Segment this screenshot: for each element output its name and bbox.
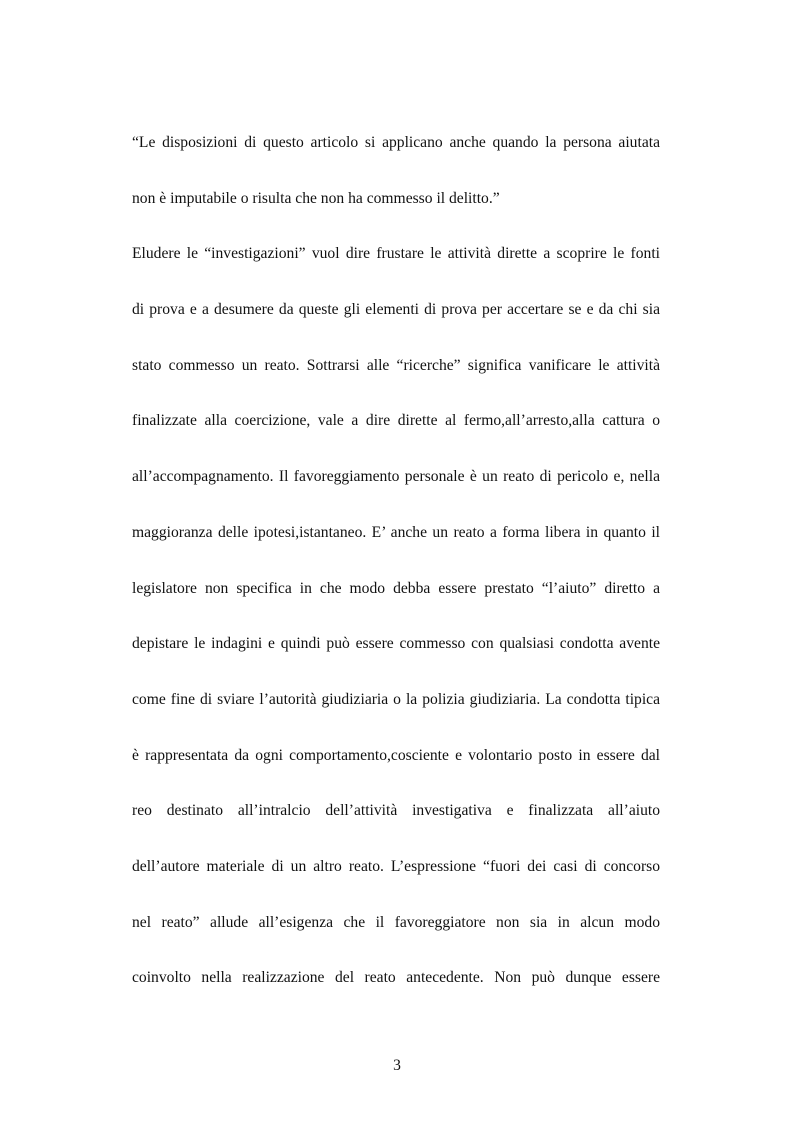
text-line: di prova e a desumere da queste gli elementi di prova per accertare se e da chi sia [132,301,660,319]
text-line: stato commesso un reato. Sottrarsi alle “ricerche” significa vanificare le attività [132,356,660,374]
page-number: 3 [393,1057,401,1074]
text-line: come fine di sviare l’autorità giudiziaria o la polizia giudiziaria. La condotta tipica [132,690,660,708]
text-line: coinvolto nella realizzazione del reato antecedente. Non può dunque essere [132,969,660,987]
text-line: maggioranza delle ipotesi,istantaneo. E’ anche un reato a forma libera in quanto il [132,523,660,541]
text-line: legislatore non specifica in che modo debba essere prestato “l’aiuto” diretto a [132,579,660,597]
text-line: all’accompagnamento. Il favoreggiamento personale è un reato di pericolo e, nella [132,468,660,486]
text-line: dell’autore materiale di un altro reato. L’espressione “fuori dei casi di concorso [132,857,660,875]
text-line: è rappresentata da ogni comportamento,cosciente e volontario posto in essere dal [132,746,660,764]
text-line: reo destinato all’intralcio dell’attività investigativa e finalizzata all’aiuto [132,802,660,820]
text-line: non è imputabile o risulta che non ha commesso il delitto.” [132,189,500,207]
text-line: depistare le indagini e quindi può essere commesso con qualsiasi condotta avente [132,635,660,653]
text-line: finalizzate alla coercizione, vale a dire dirette al fermo,all’arresto,alla cattura o [132,412,660,430]
text-line: Eludere le “investigazioni” vuol dire frustare le attività dirette a scoprire le fonti [132,245,660,263]
text-line: “Le disposizioni di questo articolo si applicano anche quando la persona aiutata [132,134,660,151]
body-text [132,128,660,1019]
text-line: nel reato” allude all’esigenza che il favoreggiatore non sia in alcun modo [132,913,660,931]
